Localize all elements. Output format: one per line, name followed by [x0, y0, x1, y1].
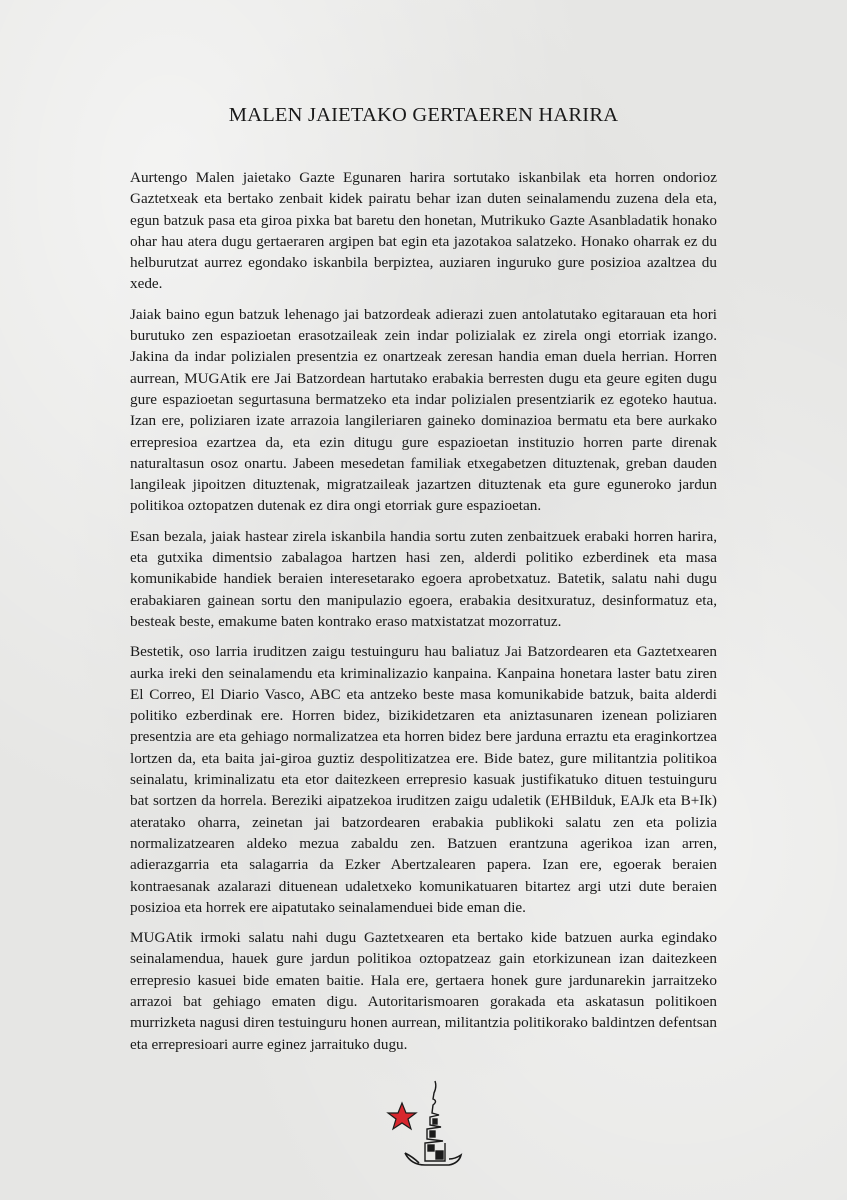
red-star-icon	[388, 1103, 416, 1129]
star-tower-logo-icon	[383, 1079, 465, 1175]
paragraph-3: Esan bezala, jaiak hastear zirela iskanbila handia sortu zuten zenbaitzuek erabaki horren harira, eta gutxika dimentsio zabalagoa hartzen hasi zen, alderdi politiko ezberdinek eta masa komunikabide handiek beraien interesetarako egoera aprobetxatuz. Batetik, salatu nahi dugu erabakiaren gainean sortu den manipulazio egoera, erabakia desitxuratuz, desinformatuz eta, besteak beste, emakume baten kontrako eraso matxistatzat mozorratuz.	[130, 527, 717, 630]
paragraph-1: Aurtengo Malen jaietako Gazte Egunaren harira sortutako iskanbilak eta horren ondorioz Gaztetxeak eta bertako zenbait kidek pairatu behar izan duten seinalamendu zuzena dela eta, egun batzuk pasa eta giroa pixka bat baretu den honetan, Mutrikuko Gazte Asanbladatik honako ohar hau atera dugu gertaeraren argipen bat egin eta jazotakoa salatzeko. Honako oharrak ez du helburutzat aurrez egondako iskanbila berpiztea, auziaren inguruko gure posizioa azaltzea du xede.	[130, 169, 717, 293]
paragraph-2: Jaiak baino egun batzuk lehenago jai batzordeak adierazi zuen antolatutako egitarauan eta hori burutuko zen espazioetan erasotzaileak zein indar polizialak ez zirela ongi etorriak izango. Jakina da indar polizialen presentzia ez onartzeak zeresan handia eman duela herrian. Horren aurrean, MUGAtik ere Jai Batzordean hartutako erabakia berresten dugu eta geure egiten dugu gure espazioetan segurtasuna bermatzeko eta indar polizialen presentziarik ez egoteko hautua. Izan ere, poliziaren izate arrazoia langileriaren gaineko dominazioa bermatu eta bere aurkako errepresioa ezartzea da, eta ezin ditugu gure espazioetan instituzio horren parte direnak naturaltasun osoz onartu. Jabeen mesedetan familiak etxegabetzen dituztenak, greban dauden langileak jipoitzen dituztenak, migratzaileak jazartzen dituztenak eta gure eguneroko jardun politikoa oztopatzen dutenak ez dira ongi etorriak gure espazioetan.	[130, 305, 717, 515]
paragraph-5: MUGAtik irmoki salatu nahi dugu Gaztetxearen eta bertako kide batzuen aurka egindako seinalamendua, hauek gure jardun politikoa oztopatzeaz gain etorkizunean izan daitezkeen errepresio kasuei bide ematen baitie. Hala ere, gertaera honek gure jardunarekin jarraitzeko arrazoi bat gehiago ematen digu. Autoritarismoaren gorakada eta askatasun politikoen murrizketa nagusi diren testuinguru honen aurrean, militantzia politikorako baldintzen defentsan eta errepresioari aurre eginez jarraituko dugu.	[130, 929, 717, 1053]
ship-base-icon	[405, 1153, 461, 1165]
page-title: MALEN JAIETAKO GERTAEREN HARIRA	[228, 104, 619, 126]
document-body	[130, 167, 717, 1064]
paragraph-4: Bestetik, oso larria iruditzen zaigu testuinguru hau baliatuz Jai Batzordearen eta Gaztetxearen aurka ireki den seinalamendu eta kriminalizazio kanpaina. Kanpaina honetara laster batu ziren El Correo, El Diario Vasco, ABC eta antzeko beste masa komunikabide batzuk, baita alderdi politiko ezberdinak ere. Horren bidez, bizikidetzaren eta aniztasunaren izenean poliziaren presentzia are eta gehiago normalizatzea eta horren bidez bere jarduna erraztu eta eraginkortzea lortzen da, eta baita jai-giroa guztiz despolitizatzea ere. Bide batez, gure militantzia politikoa seinalatu, kriminalizatu eta etor daitezkeen errepresio kasuak justifikatuko dituen testuinguru bat sortzen da horrela. Bereziki aipatzekoa iruditzen zaigu udaletik (EHBilduk, EAJk eta B+Ik) ateratako oharra, zeinetan jai batzordearen erabakia publikoki salatu zen eta polizia normalizatzearen aldeko mezua zabaldu zen. Batzuen erantzuna agerikoa izan arren, adierazgarria eta salagarria da Ezker Abertzalearen papera. Izan ere, egoerak beraien kontraesanak azalarazi dituenean udaletxeko komunikatuaren bitartez argi utzi dute beraien posizioa eta horrek ere aipatutako seinalamenduei bide eman die.	[130, 643, 717, 916]
tower-icon	[425, 1081, 445, 1161]
